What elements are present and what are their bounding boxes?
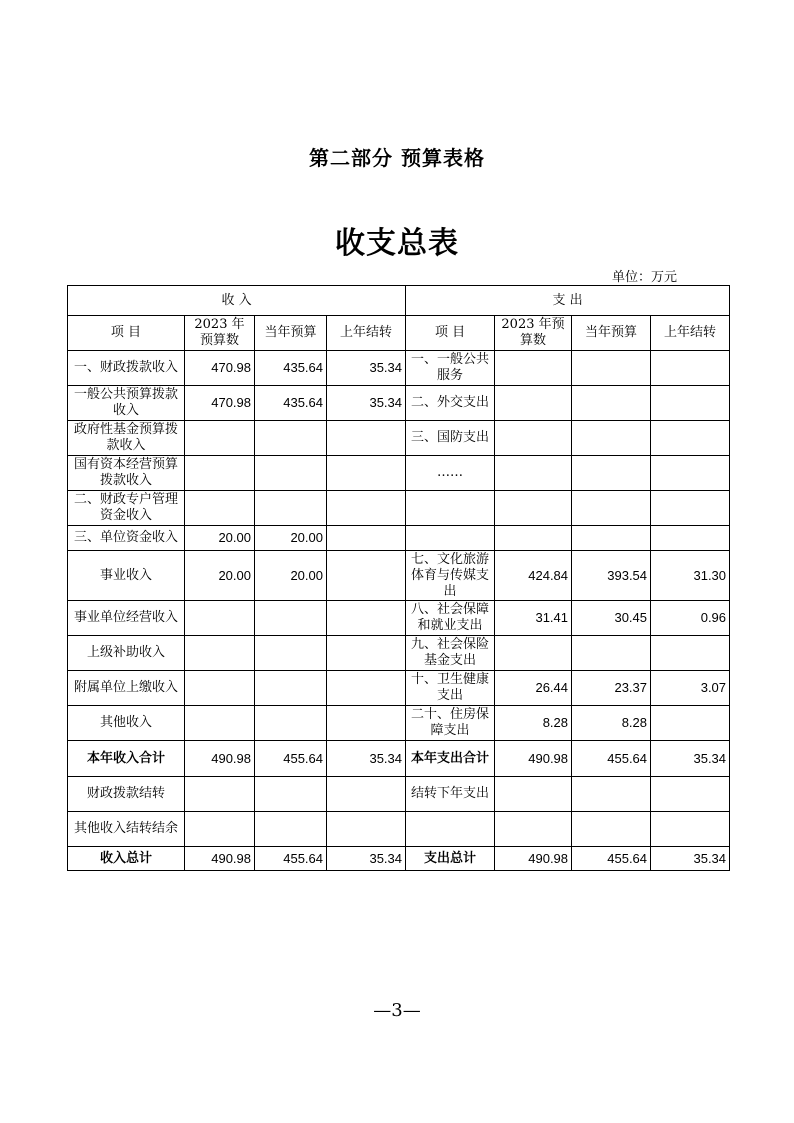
income-year-budget-cell: [185, 421, 255, 456]
income-item-header: 项 目: [68, 316, 185, 351]
expense-current-budget-cell: [572, 421, 651, 456]
expense-year-budget-cell: 490.98: [495, 847, 572, 871]
income-year-budget-cell: [185, 456, 255, 491]
expense-current-budget-cell: [572, 351, 651, 386]
expense-carryover-cell: [651, 351, 730, 386]
expense-year-budget-cell: [495, 636, 572, 671]
income-current-budget-cell: 435.64: [255, 351, 327, 386]
income-item-cell: 附属单位上缴收入: [68, 671, 185, 706]
income-item-cell: 财政拨款结转: [68, 777, 185, 812]
expense-year-budget-cell: 424.84: [495, 551, 572, 601]
table-row: [68, 847, 730, 871]
income-year-budget-cell: [185, 777, 255, 812]
table-title: 收支总表: [335, 226, 459, 261]
expense-current-budget-header: 当年预算: [572, 316, 651, 351]
expense-current-budget-cell: 455.64: [572, 741, 651, 777]
income-carryover-cell: [327, 706, 406, 741]
expense-year-budget-cell: 31.41: [495, 601, 572, 636]
table-row: [68, 456, 730, 491]
income-carryover-cell: [327, 456, 406, 491]
column-header-row: [68, 316, 730, 351]
income-year-budget-cell: 470.98: [185, 386, 255, 421]
income-year-budget-cell: 20.00: [185, 551, 255, 601]
expense-current-budget-cell: [572, 636, 651, 671]
expense-current-budget-cell: [572, 777, 651, 812]
page-number: —3—: [373, 1000, 421, 1021]
income-current-budget-cell: [255, 601, 327, 636]
expense-year-budget-cell: [495, 351, 572, 386]
expense-item-cell: ……: [406, 456, 495, 491]
income-item-cell: 一般公共预算拨款收入: [68, 386, 185, 421]
expense-item-cell: 支出总计: [406, 847, 495, 871]
expense-carryover-cell: [651, 491, 730, 526]
expense-year-budget-header: 2023 年预算数: [495, 316, 572, 351]
income-carryover-cell: 35.34: [327, 351, 406, 386]
table-row: [68, 636, 730, 671]
expense-year-budget-cell: [495, 386, 572, 421]
expense-year-budget-cell: 8.28: [495, 706, 572, 741]
expense-current-budget-cell: 23.37: [572, 671, 651, 706]
expense-carryover-cell: [651, 386, 730, 421]
expense-carryover-cell: 3.07: [651, 671, 730, 706]
budget-summary-table: [67, 285, 730, 871]
expense-carryover-cell: [651, 636, 730, 671]
income-year-budget-cell: [185, 812, 255, 847]
income-year-budget-cell: 490.98: [185, 847, 255, 871]
expense-item-cell: 二、外交支出: [406, 386, 495, 421]
income-item-cell: 上级补助收入: [68, 636, 185, 671]
income-carryover-cell: [327, 777, 406, 812]
table-row: [68, 551, 730, 601]
income-carryover-cell: [327, 636, 406, 671]
expense-year-budget-cell: 490.98: [495, 741, 572, 777]
expense-header: 支 出: [406, 286, 730, 316]
expense-carryover-cell: [651, 777, 730, 812]
income-carryover-cell: [327, 601, 406, 636]
income-year-budget-cell: [185, 601, 255, 636]
expense-year-budget-cell: 26.44: [495, 671, 572, 706]
income-carryover-cell: [327, 421, 406, 456]
table-row: [68, 421, 730, 456]
expense-year-budget-cell: [495, 777, 572, 812]
income-year-budget-cell: [185, 491, 255, 526]
expense-year-budget-cell: [495, 421, 572, 456]
expense-year-budget-cell: [495, 456, 572, 491]
expense-carryover-cell: 0.96: [651, 601, 730, 636]
expense-current-budget-cell: [572, 456, 651, 491]
expense-item-cell: 二十、住房保障支出: [406, 706, 495, 741]
expense-carryover-cell: [651, 526, 730, 551]
income-year-budget-header: 2023 年预算数: [185, 316, 255, 351]
income-carryover-cell: [327, 526, 406, 551]
table-row: [68, 671, 730, 706]
income-carryover-cell: [327, 671, 406, 706]
expense-current-budget-cell: [572, 386, 651, 421]
income-item-cell: 其他收入: [68, 706, 185, 741]
expense-item-cell: 八、社会保障和就业支出: [406, 601, 495, 636]
expense-year-budget-cell: [495, 812, 572, 847]
table-row: [68, 741, 730, 777]
income-current-budget-cell: [255, 491, 327, 526]
income-current-budget-cell: 455.64: [255, 847, 327, 871]
expense-item-cell: 七、文化旅游体育与传媒支出: [406, 551, 495, 601]
income-carryover-cell: 35.34: [327, 386, 406, 421]
table-row: [68, 526, 730, 551]
expense-year-budget-cell: [495, 491, 572, 526]
income-item-cell: 三、单位资金收入: [68, 526, 185, 551]
expense-item-header: 项 目: [406, 316, 495, 351]
income-year-budget-cell: 20.00: [185, 526, 255, 551]
expense-item-cell: [406, 526, 495, 551]
income-current-budget-header: 当年预算: [255, 316, 327, 351]
income-item-cell: 本年收入合计: [68, 741, 185, 777]
expense-current-budget-cell: [572, 526, 651, 551]
income-current-budget-cell: 20.00: [255, 526, 327, 551]
expense-carryover-cell: [651, 456, 730, 491]
expense-item-cell: 结转下年支出: [406, 777, 495, 812]
expense-carryover-cell: 35.34: [651, 741, 730, 777]
expense-current-budget-cell: 8.28: [572, 706, 651, 741]
income-item-cell: 事业收入: [68, 551, 185, 601]
income-carryover-cell: 35.34: [327, 847, 406, 871]
table-row: [68, 706, 730, 741]
income-item-cell: 其他收入结转结余: [68, 812, 185, 847]
income-carryover-cell: [327, 491, 406, 526]
income-item-cell: 二、财政专户管理资金收入: [68, 491, 185, 526]
table-row: [68, 351, 730, 386]
income-current-budget-cell: [255, 706, 327, 741]
income-year-budget-cell: 490.98: [185, 741, 255, 777]
income-current-budget-cell: 20.00: [255, 551, 327, 601]
expense-carryover-cell: [651, 421, 730, 456]
expense-current-budget-cell: [572, 491, 651, 526]
table-row: [68, 491, 730, 526]
income-year-budget-cell: [185, 706, 255, 741]
expense-current-budget-cell: 30.45: [572, 601, 651, 636]
income-carryover-cell: 35.34: [327, 741, 406, 777]
part-title: 第二部分 预算表格: [309, 146, 485, 170]
expense-year-budget-cell: [495, 526, 572, 551]
expense-carryover-cell: [651, 706, 730, 741]
table-row: [68, 601, 730, 636]
income-item-cell: 国有资本经营预算拨款收入: [68, 456, 185, 491]
expense-current-budget-cell: 455.64: [572, 847, 651, 871]
income-item-cell: 事业单位经营收入: [68, 601, 185, 636]
income-current-budget-cell: [255, 777, 327, 812]
income-carryover-cell: [327, 812, 406, 847]
table-row: [68, 777, 730, 812]
table-row: [68, 812, 730, 847]
expense-carryover-cell: 31.30: [651, 551, 730, 601]
expense-item-cell: 三、国防支出: [406, 421, 495, 456]
income-current-budget-cell: [255, 456, 327, 491]
income-item-cell: 一、财政拨款收入: [68, 351, 185, 386]
income-current-budget-cell: [255, 636, 327, 671]
expense-carryover-cell: [651, 812, 730, 847]
income-year-budget-cell: [185, 636, 255, 671]
section-header-row: [68, 286, 730, 316]
expense-current-budget-cell: 393.54: [572, 551, 651, 601]
expense-item-cell: 十、卫生健康支出: [406, 671, 495, 706]
expense-carryover-header: 上年结转: [651, 316, 730, 351]
income-carryover-header: 上年结转: [327, 316, 406, 351]
income-year-budget-cell: [185, 671, 255, 706]
expense-item-cell: 九、社会保险基金支出: [406, 636, 495, 671]
income-item-cell: 收入总计: [68, 847, 185, 871]
income-item-cell: 政府性基金预算拨款收入: [68, 421, 185, 456]
income-current-budget-cell: 455.64: [255, 741, 327, 777]
expense-carryover-cell: 35.34: [651, 847, 730, 871]
expense-current-budget-cell: [572, 812, 651, 847]
income-carryover-cell: [327, 551, 406, 601]
income-year-budget-cell: 470.98: [185, 351, 255, 386]
unit-label: 单位：万元: [612, 270, 678, 285]
table-row: [68, 386, 730, 421]
expense-item-cell: [406, 812, 495, 847]
income-current-budget-cell: [255, 671, 327, 706]
expense-item-cell: 一、一般公共服务: [406, 351, 495, 386]
expense-item-cell: [406, 491, 495, 526]
income-current-budget-cell: [255, 812, 327, 847]
expense-item-cell: 本年支出合计: [406, 741, 495, 777]
income-current-budget-cell: 435.64: [255, 386, 327, 421]
income-current-budget-cell: [255, 421, 327, 456]
income-header: 收 入: [68, 286, 406, 316]
